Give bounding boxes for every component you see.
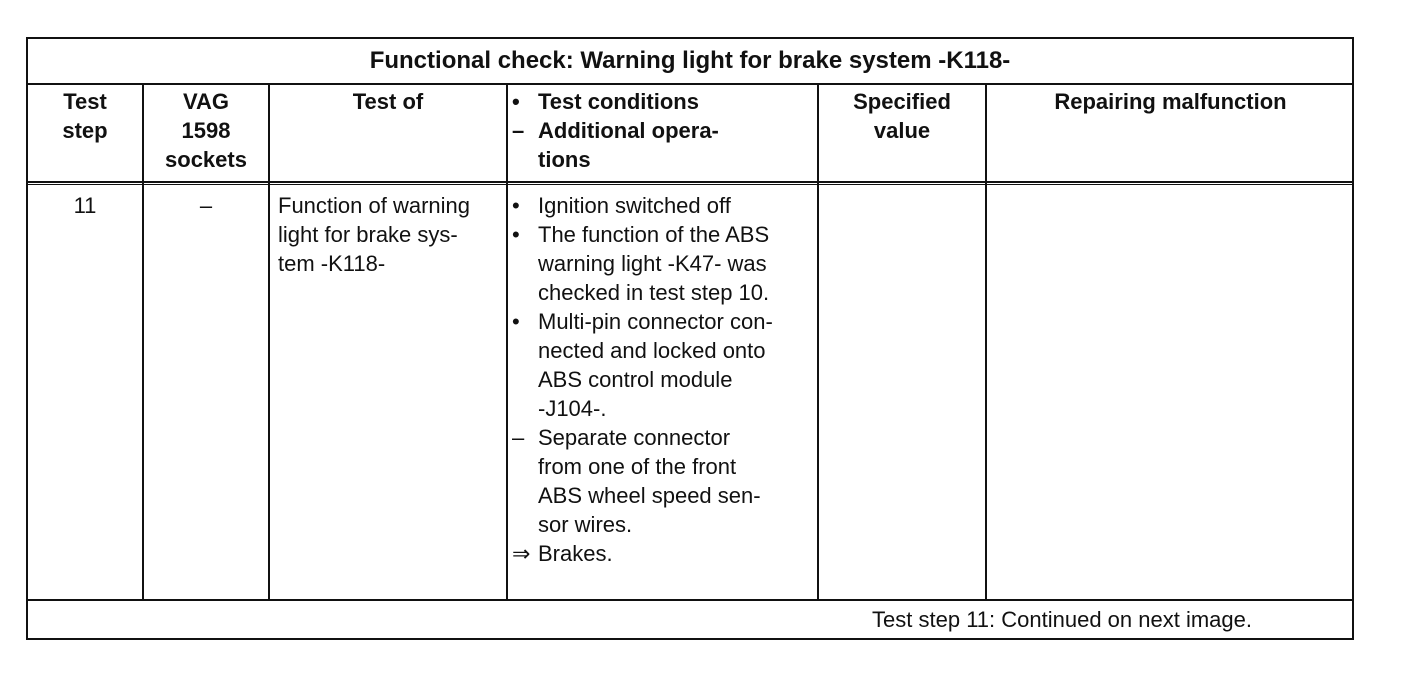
condition-text	[538, 423, 817, 539]
header-test-step	[28, 87, 142, 145]
header-repairing	[987, 87, 1354, 116]
header-text: Additional opera-	[538, 118, 719, 143]
header-line: Specified	[853, 89, 951, 114]
condition-line: ABS wheel speed sen-	[538, 483, 761, 508]
header-line	[512, 145, 817, 174]
header-line	[512, 87, 817, 116]
footer-note: Test step 11: Continued on next image.	[872, 607, 1252, 632]
condition-line: Separate connector	[538, 425, 731, 450]
condition-line: ABS control module	[538, 367, 733, 392]
bullet-marker: –	[512, 425, 525, 450]
header-separator	[28, 181, 1352, 185]
condition-line: nected and locked onto	[538, 338, 766, 363]
table-body	[28, 83, 1352, 599]
condition-text	[538, 307, 817, 423]
header-line: step	[62, 118, 108, 143]
header-text: Test conditions	[538, 89, 699, 114]
bullet-marker: •	[512, 309, 520, 334]
condition-line: checked in test step 10.	[538, 280, 770, 305]
column-divider	[506, 83, 508, 599]
header-line: Repairing malfunction	[1054, 89, 1287, 114]
header-line: sockets	[165, 147, 247, 172]
condition-text	[538, 539, 817, 568]
header-test-of	[270, 87, 506, 116]
condition-item	[512, 220, 817, 307]
condition-line: The function of the ABS	[538, 222, 770, 247]
condition-line: sor wires.	[538, 512, 633, 537]
column-divider	[985, 83, 987, 599]
cell-line: tem -K118-	[278, 251, 386, 276]
table-title: Functional check: Warning light for brake system -K118-	[28, 39, 1352, 85]
condition-text	[538, 191, 817, 220]
header-specified-value	[819, 87, 985, 145]
cell-conditions	[512, 191, 817, 568]
condition-line: from one of the front	[538, 454, 737, 479]
header-conditions	[512, 87, 817, 174]
column-divider	[268, 83, 270, 599]
cell-line: Function of warning	[278, 193, 470, 218]
document-table	[26, 37, 1354, 640]
cell-test-step: 11	[73, 193, 97, 218]
condition-line: Brakes.	[538, 541, 613, 566]
condition-item	[512, 539, 817, 568]
condition-line: Multi-pin connector con-	[538, 309, 773, 334]
cell-sockets: –	[199, 193, 213, 218]
cell-test-of	[278, 191, 504, 278]
header-line: value	[873, 118, 931, 143]
condition-line: -J104-.	[538, 396, 607, 421]
header-sockets	[144, 87, 268, 174]
header-text: tions	[538, 147, 591, 172]
header-line: 1598	[181, 118, 231, 143]
header-line: VAG	[182, 89, 230, 114]
header-line: Test	[63, 89, 107, 114]
bullet-marker: •	[512, 193, 520, 218]
bullet-marker	[512, 145, 538, 174]
bullet-marker: •	[512, 89, 520, 114]
column-divider	[817, 83, 819, 599]
condition-text	[538, 220, 817, 307]
arrow-marker: ⇒	[512, 541, 531, 566]
cell-line: light for brake sys-	[278, 222, 458, 247]
bullet-marker: •	[512, 222, 520, 247]
bullet-marker: –	[512, 118, 525, 143]
header-line: Test of	[352, 89, 424, 114]
condition-item	[512, 423, 817, 539]
header-line	[512, 116, 817, 145]
condition-line: warning light -K47- was	[538, 251, 767, 276]
condition-line: Ignition switched off	[538, 193, 731, 218]
condition-item	[512, 307, 817, 423]
condition-item	[512, 191, 817, 220]
